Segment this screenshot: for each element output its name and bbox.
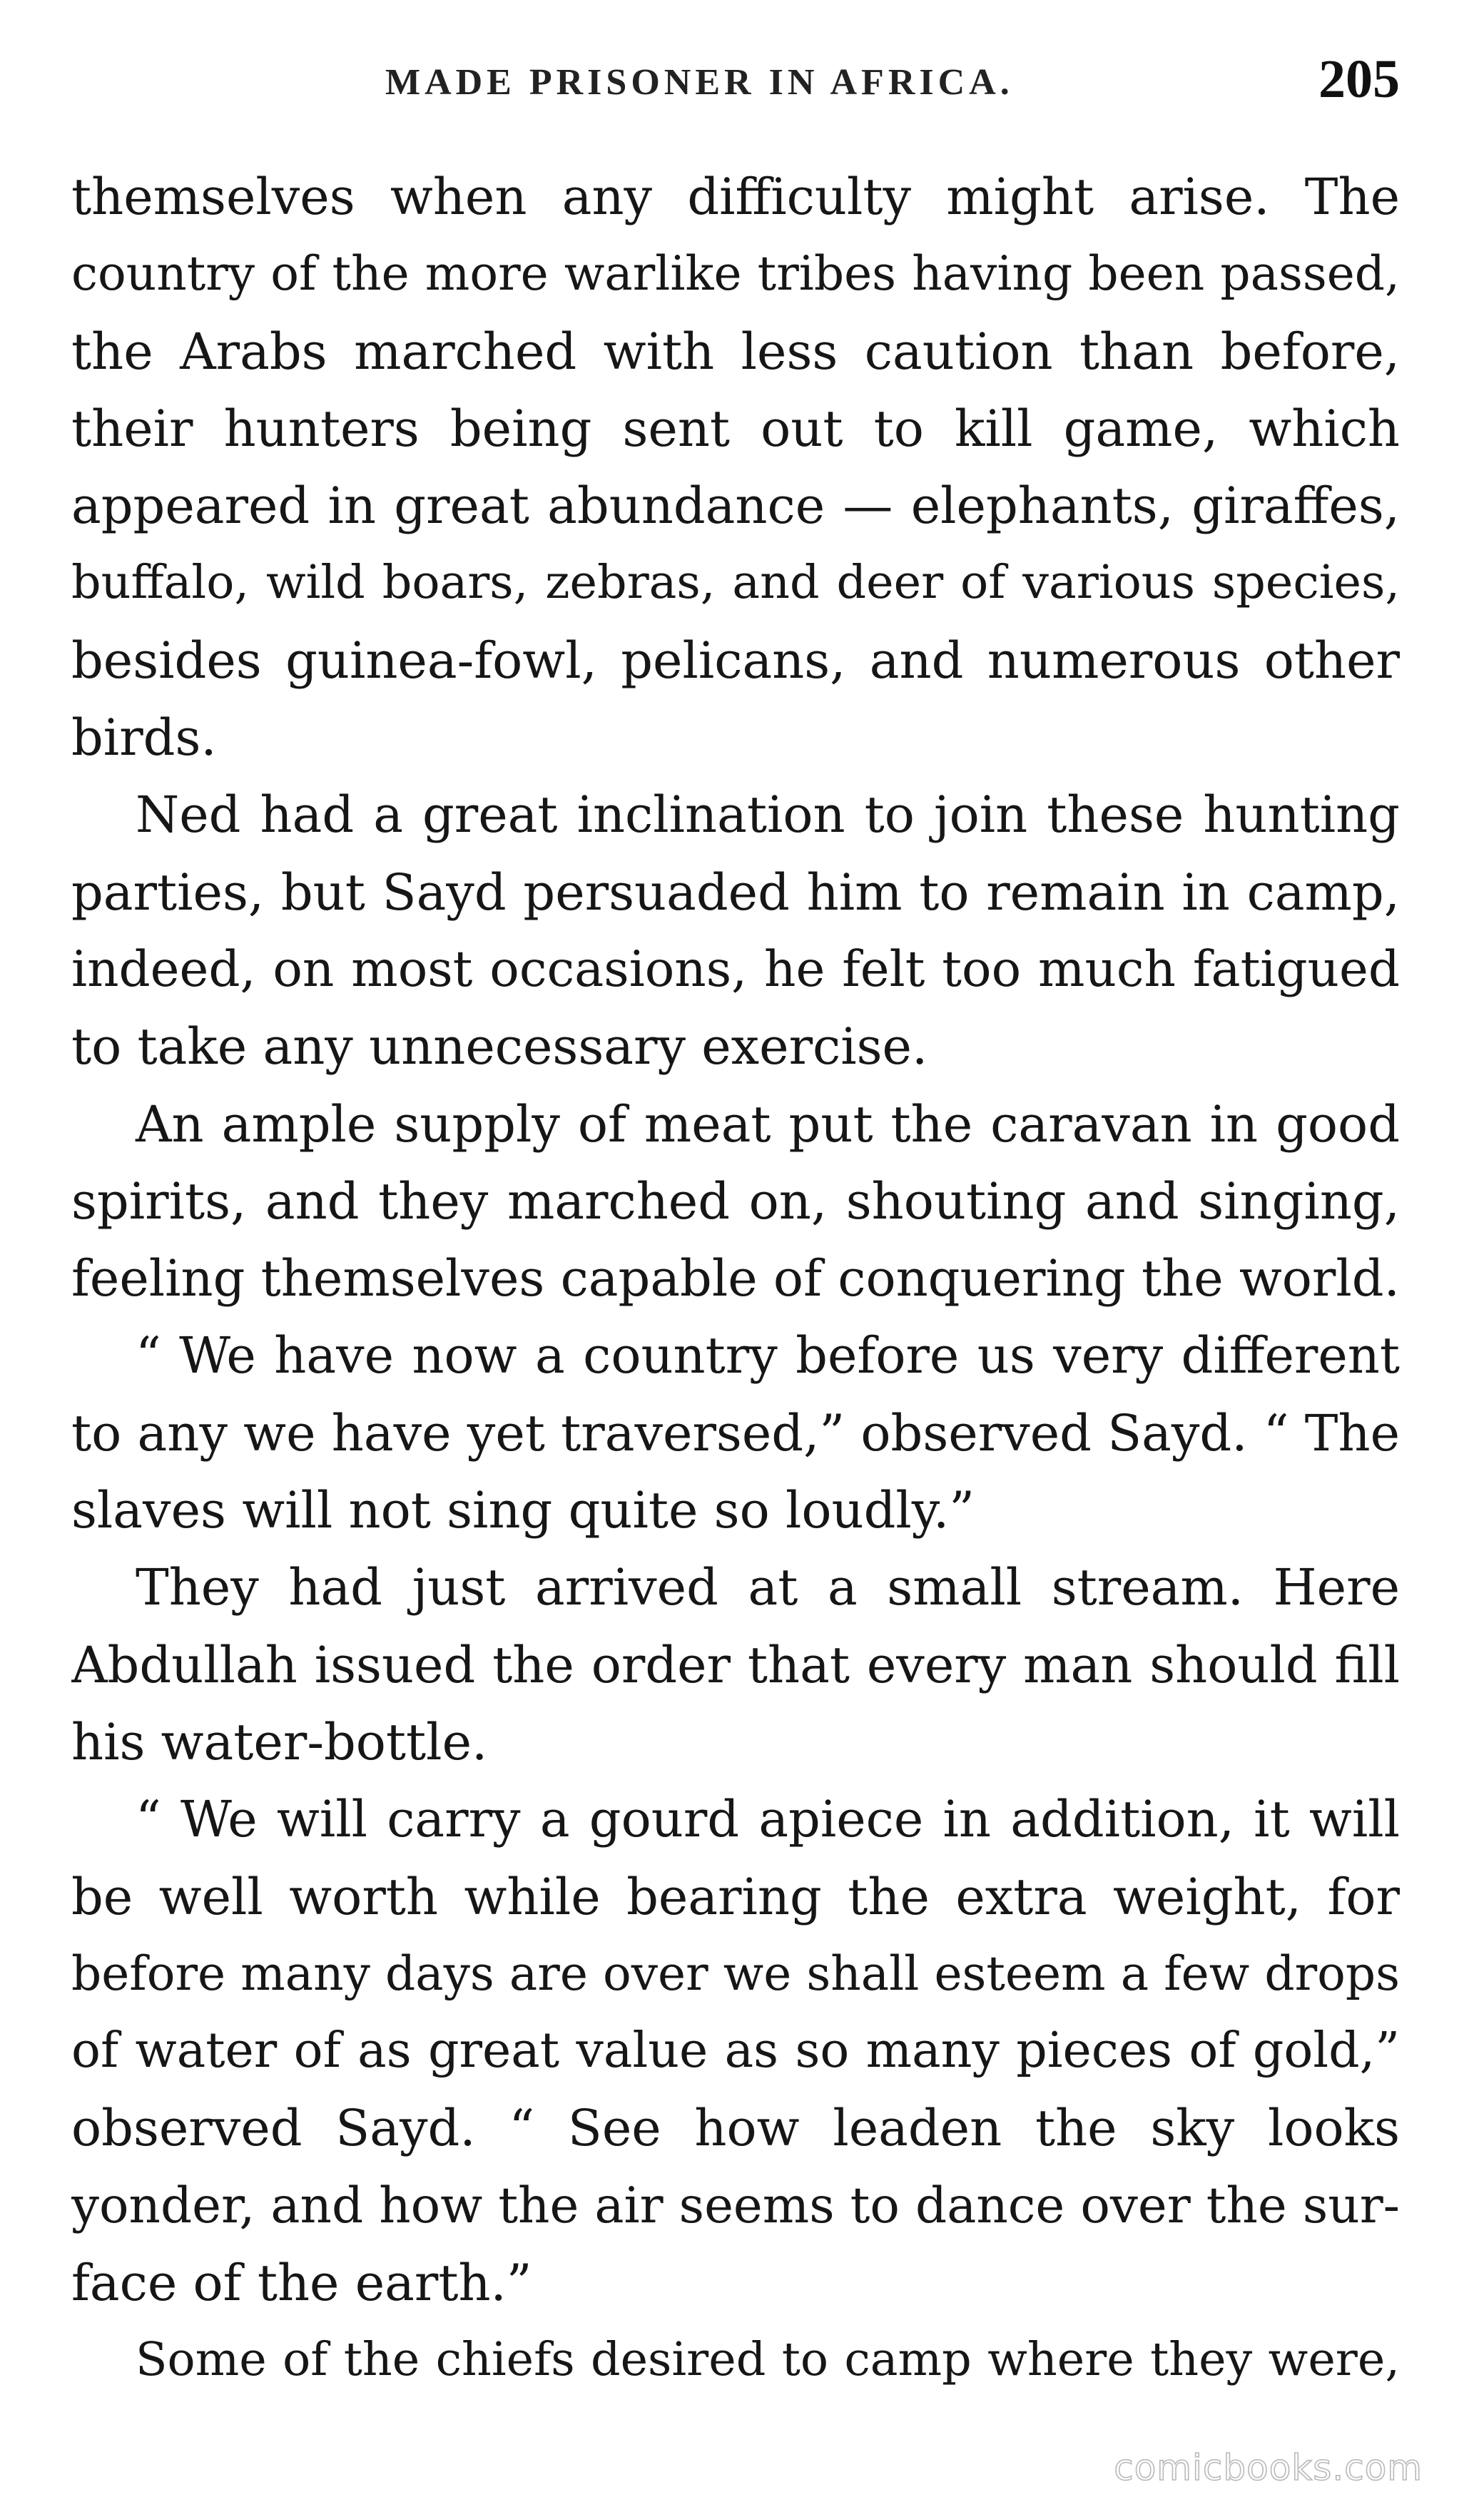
text-line: before many days are over we shall esteem a few drops	[71, 1946, 1400, 2001]
text-line: Ned had a great inclination to join these hunting	[136, 785, 1400, 845]
text-line: themselves when any difficulty might arise. The	[71, 168, 1400, 226]
body-text	[71, 158, 1400, 2399]
text-line: They had just arrived at a small stream. Here	[136, 1558, 1400, 1617]
text-line: birds.	[71, 708, 217, 768]
text-line: country of the more warlike tribes having been passed,	[71, 246, 1400, 302]
text-line: “ We will carry a gourd apiece in addition, it will	[136, 1790, 1400, 1849]
text-line: to any we have yet traversed,” observed Sayd. “ The	[71, 1403, 1400, 1463]
text-line: their hunters being sent out to kill game, which	[71, 399, 1400, 458]
text-line: yonder, and how the air seems to dance over the sur-	[71, 2177, 1400, 2234]
text-line: Some of the chiefs desired to camp where they were,	[136, 2333, 1400, 2387]
text-line: observed Sayd. “ See how leaden the sky looks	[71, 2099, 1400, 2158]
text-line: besides guinea-fowl, pelicans, and numerous other	[71, 631, 1400, 690]
text-line: An ample supply of meat put the caravan in good	[136, 1094, 1400, 1154]
text-line: parties, but Sayd persuaded him to remain in camp,	[71, 863, 1400, 922]
text-line: face of the earth.”	[71, 2254, 532, 2313]
text-line: his water-bottle.	[71, 1712, 488, 1771]
text-line: buffalo, wild boars, zebras, and deer of various species,	[71, 556, 1400, 610]
text-line: to take any unnecessary exercise.	[71, 1017, 928, 1077]
text-line: spirits, and they marched on, shouting and singing,	[71, 1171, 1400, 1231]
running-title: MADE PRISONER IN AFRICA.	[385, 62, 1014, 103]
watermark: comicbooks.com	[1114, 2447, 1423, 2488]
text-line: “ We have now a country before us very different	[136, 1326, 1400, 1385]
text-line: be well worth while bearing the extra weight, for	[71, 1867, 1400, 1926]
text-line: of water of as great value as so many pieces of gold,”	[71, 2023, 1400, 2080]
text-line: the Arabs marched with less caution than before,	[71, 322, 1400, 381]
running-head	[71, 49, 1400, 120]
text-line: Abdullah issued the order that every man should fill	[71, 1635, 1400, 1694]
text-line: slaves will not sing quite so loudly.”	[71, 1481, 975, 1540]
text-line: appeared in great abundance — elephants, giraffes,	[71, 477, 1400, 536]
page-number: 205	[1318, 49, 1400, 109]
text-line: indeed, on most occasions, he felt too much fatigued	[71, 940, 1400, 998]
text-line: feeling themselves capable of conquering the world.	[71, 1249, 1400, 1308]
